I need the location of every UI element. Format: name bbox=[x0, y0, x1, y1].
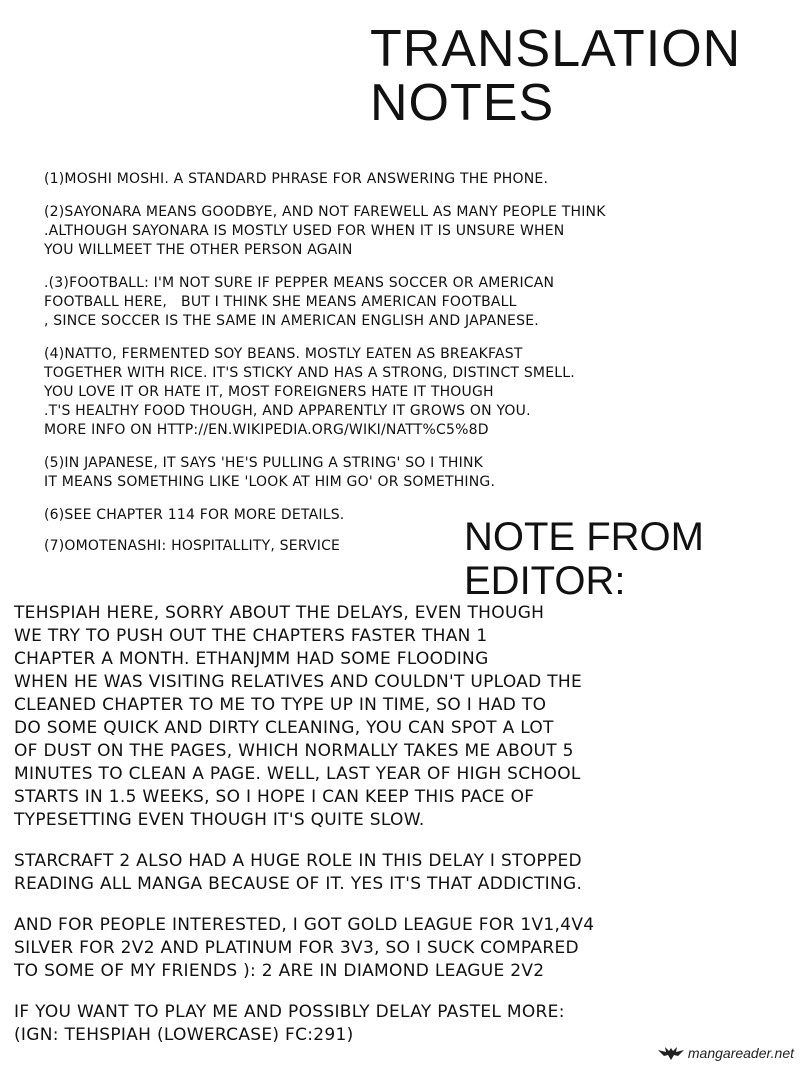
note-4: (4)NATTO, FERMENTED SOY BEANS. MOSTLY EATEN AS BREAKFAST TOGETHER WITH RICE. IT'S STICKY AND HAS A STRONG, DISTINCT SMELL. YOU LOVE IT OR HATE IT, MOST FOREIGNERS HATE IT THOUGH .T'S HEALTHY FOOD THOUGH, AND APPARENTLY IT GROWS ON YOU. MORE INFO ON HTTP://EN.WIKIPEDIA.ORG/WIKI/NATT%C5%8D bbox=[44, 346, 575, 438]
note-6: (6)SEE CHAPTER 114 FOR MORE DETAILS. bbox=[44, 507, 345, 523]
note-1: (1)MOSHI MOSHI. A STANDARD PHRASE FOR ANSWERING THE PHONE. bbox=[44, 171, 549, 187]
editor-note-body bbox=[14, 602, 784, 1065]
editor-note-title: NOTE FROM EDITOR: bbox=[464, 515, 704, 603]
bat-logo-icon bbox=[658, 1045, 684, 1061]
watermark-text: mangareader.net bbox=[687, 1045, 794, 1061]
editor-paragraph: STARCRAFT 2 ALSO HAD A HUGE ROLE IN THIS DELAY I STOPPED READING ALL MANGA BECAUSE OF IT. YES IT'S THAT ADDICTING. bbox=[14, 851, 583, 894]
editor-paragraph: AND FOR PEOPLE INTERESTED, I GOT GOLD LEAGUE FOR 1V1,4V4 SILVER FOR 2V2 AND PLATINUM FOR 3V3, SO I SUCK COMPARED TO SOME OF MY FRIENDS ): 2 ARE IN DIAMOND LEAGUE 2V2 bbox=[14, 915, 595, 981]
note-2: (2)SAYONARA MEANS GOODBYE, AND NOT FAREWELL AS MANY PEOPLE THINK .ALTHOUGH SAYONARA IS MOSTLY USED FOR WHEN IT IS UNSURE WHEN YOU WILLMEET THE OTHER PERSON AGAIN bbox=[44, 204, 606, 258]
editor-paragraph: TEHSPIAH HERE, SORRY ABOUT THE DELAYS, EVEN THOUGH WE TRY TO PUSH OUT THE CHAPTERS FASTER THAN 1 CHAPTER A MONTH. ETHANJMM HAD SOME FLOODING WHEN HE WAS VISITING RELATIVES AND COULDN'T UPLOAD THE CLEANED CHAPTER TO ME TO TYPE UP IN TIME, SO I HAD TO DO SOME QUICK AND DIRTY CLEANING, YOU CAN SPOT A LOT OF DUST ON THE PAGES, WHICH NORMALLY TAKES ME ABOUT 5 MINUTES TO CLEAN A PAGE. WELL, LAST YEAR OF HIGH SCHOOL STARTS IN 1.5 WEEKS, SO I HOPE I CAN KEEP THIS PACE OF TYPESETTING EVEN THOUGH IT'S QUITE SLOW. bbox=[14, 603, 583, 830]
site-watermark bbox=[658, 1045, 794, 1061]
translation-notes bbox=[44, 170, 744, 568]
editor-paragraph: IF YOU WANT TO PLAY ME AND POSSIBLY DELAY PASTEL MORE: (IGN: TEHSPIAH (LOWERCASE) FC:291) bbox=[14, 1002, 565, 1045]
note-7: (7)OMOTENASHI: HOSPITALLITY, SERVICE bbox=[44, 538, 341, 554]
note-3: .(3)FOOTBALL: I'M NOT SURE IF PEPPER MEANS SOCCER OR AMERICAN FOOTBALL HERE, BUT I THINK SHE MEANS AMERICAN FOOTBALL , SINCE SOCCER IS THE SAME IN AMERICAN ENGLISH AND JAPANESE. bbox=[44, 275, 555, 329]
note-5: (5)IN JAPANESE, IT SAYS 'HE'S PULLING A STRING' SO I THINK IT MEANS SOMETHING LIKE 'LOOK AT HIM GO' OR SOMETHING. bbox=[44, 455, 496, 490]
page-title: TRANSLATION NOTES bbox=[370, 20, 742, 132]
